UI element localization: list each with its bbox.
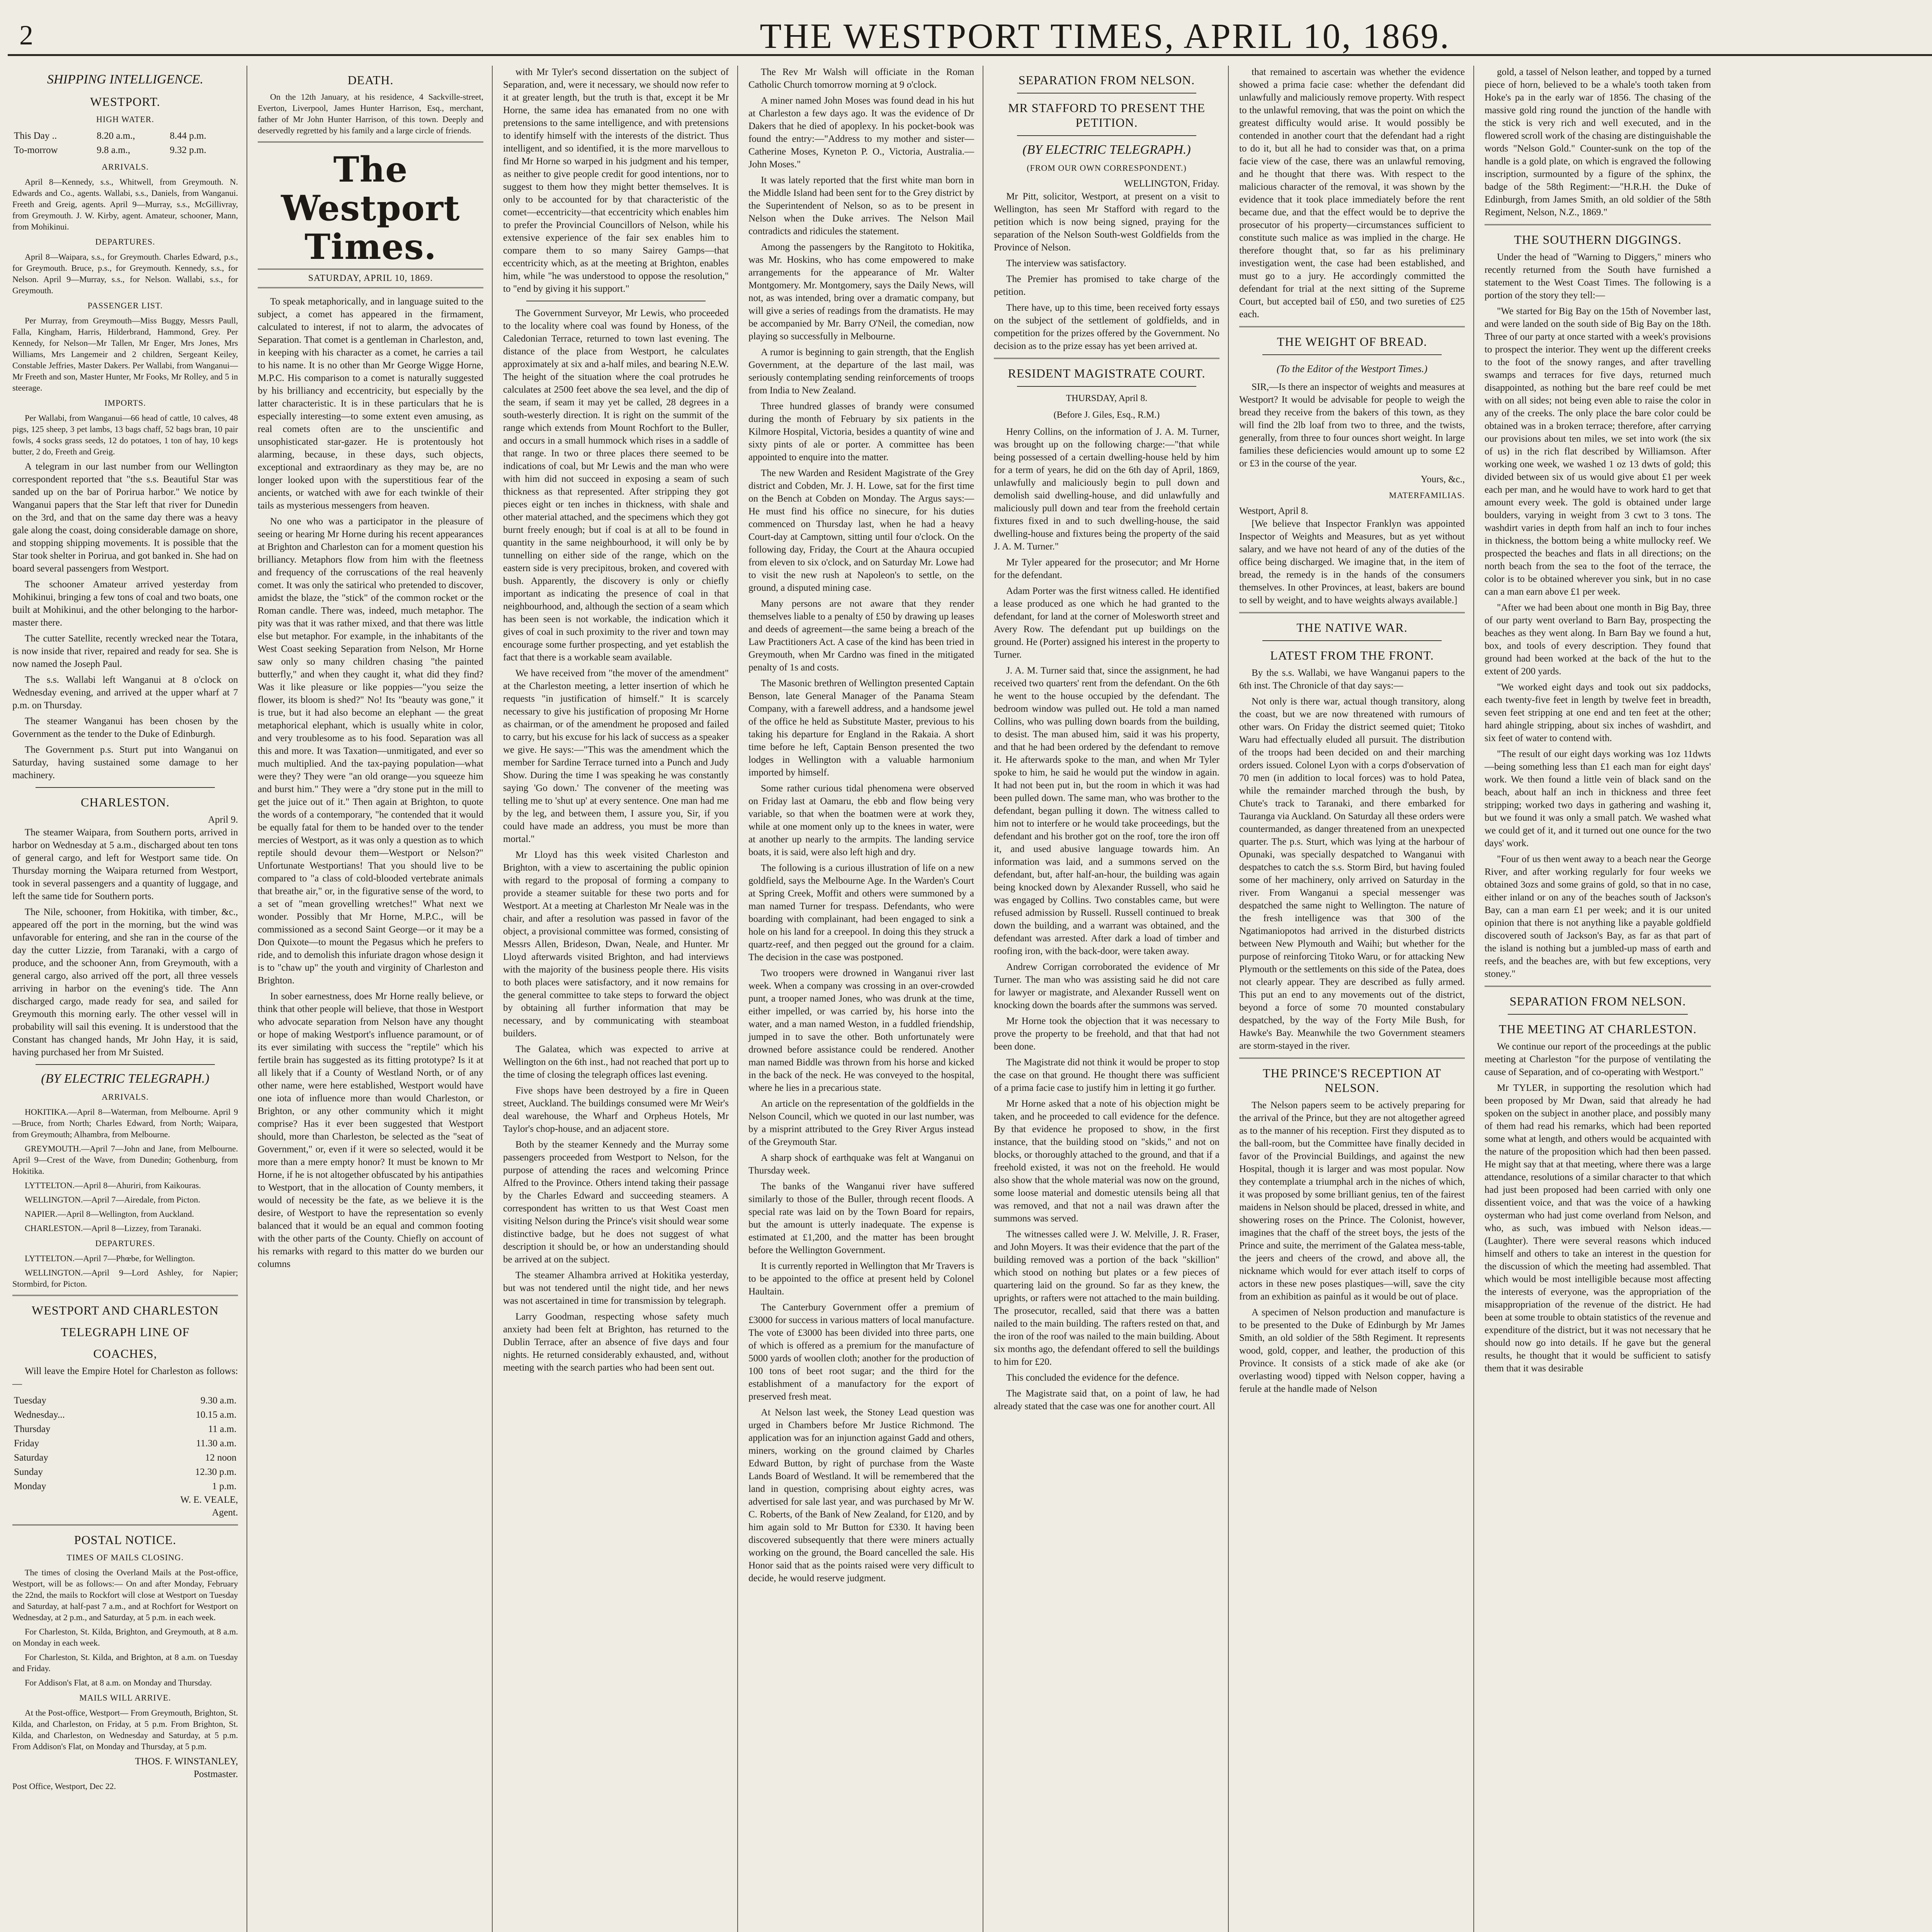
editor-note: [We believe that Inspector Franklyn was appointed Inspector of Weights and Measures, but as yet without salary, and we have not heard of any of the duties of the office being discharged. We imagine that, in the item of bread, the remedy is in the hands of the consumers themselves. In other Provinces, at least, bakers are bound to sell by weight, and to have weights always available.] <box>1239 519 1465 605</box>
columns <box>4 66 1932 1932</box>
electric-departures-heading: DEPARTURES. <box>95 1238 155 1248</box>
shipping-paragraph: The steamer Wanganui has been chosen by the Government as the tender to the Duke of Edinburgh. <box>12 716 238 739</box>
charleston-paragraph: The Nile, schooner, from Hokitika, with timber, &c., appeared off the port in the morning, but the wind was unfavorable for entering, and she ran in the course of the day the cutter Lizzie, from Taranaki, with a cargo of produce, and the schooner Ann, from Greymouth, with a general cargo, also arrived off the port, all three vessels arriving in harbor on the evening's tide. The Ann discharged cargo, made ready for sea, and sailed for Greymouth this morning early. The other vessel will in probability will sail this evening. It is understood that the Constant has changed hands, Mr John Hay, it is said, having purchased her from Mr Suisted. <box>12 907 238 1058</box>
news-paragraph: At Nelson last week, the Stoney Lead question was urged in Chambers before Mr Justice Richmond. The application was for an injunction against Gadd and others, miners, working on the ground claimed by Charles Edward Button, by right of purchase from the Waste Lands Board of Westland. It will be remembered that the land in question, comprising about eighty acres, was advertised for sale last year, and was purchased by Mr W. C. Roberts, of the Bank of New Zealand, for £120, and by him again sold to Mr Button for £330. It having been discovered subsequently that there were miners actually working on the ground, the Board cancelled the sale. His Honor said that as the points raised were very difficult to decide, he would reserve judgment. <box>748 1407 974 1583</box>
divider <box>1017 135 1196 136</box>
electric-heading: (BY ELECTRIC TELEGRAPH.) <box>41 1071 209 1086</box>
electric-entry: WELLINGTON.—April 7—Airedale, from Picton. <box>25 1195 201 1204</box>
postal-paragraph: For Addison's Flat, at 8 a.m. on Monday and Thursday. <box>25 1678 212 1687</box>
court-paragraph: Adam Porter was the first witness called. He identified a lease produced as one which he had granted to the defendant, for land at the corner of Molesworth street and Avery Row. The defendant put up buildings on the ground. He (Porter) assigned his interest in the property to Turner. <box>994 586 1219 660</box>
electric-arrivals-heading: ARRIVALS. <box>102 1092 149 1102</box>
news-paragraph: gold, a tassel of Nelson leather, and topped by a turned piece of horn, believed to be a whale's tooth taken from Hoke's pa in the early war of 1856. The chasing of the massive gold ring round the junction of the handle with the stick is very rich and well executed, and in the flowered scroll work of the chasing are distinguishable the words "Nelson Gold." Counter-sunk on the top of the handle is a gold plate, on which is engraved the following inscription, surmounted by a figure of the sphinx, the badge of the 58th Regiment:—"H.R.H. the Duke of Edinburgh, from James Smith, an old soldier of the 58th Regiment, Nelson, N.Z., 1869." <box>1485 67 1711 218</box>
table-row <box>12 1436 238 1451</box>
news-paragraph: The Government Surveyor, Mr Lewis, who proceeded to the locality where coal was found by Honess, of the Caledonian Terrace, returned to town last evening. The distance of the place from Westport, he calculates approximately at six and a-half miles, and bearing N.E.W. The height of the situation where the coal protrudes he calculates at 2500 feet above the sea level, and the dip of the seam, if seam it may yet be called, 28 degrees in a south-westerly direction. It is right on the summit of the range which extends from Mount Rochfort to the Buller, and occurs in a small hummock which rises in a saddle of that range. In two or three places there seemed to be indications of coal, but Mr Lewis and the man who were with him did not succeed in exposing a seam of such thickness as that represented. After stripping they got pieces eight or ten inches in thickness, with shale and other material attached, and the specimens which they got burnt freely enough; but if coal is at all to be found in quantity in the same neighbourhood, it will only be by tunnelling on either side of the range, which on the eastern side is very precipitous, broken, and covered with bush. Apparently, the discovery is only or chiefly important as indicating the presence of coal in that neighbourhood, and, although the section of a seam which has been seen is not workable, the indication which it gives of coal in such proximity to the river and town may encourage some further prospecting, and yet establish the fact that there is a workable seam available. <box>503 308 729 663</box>
masthead <box>8 12 1932 56</box>
court-paragraph: that remained to ascertain was whether the evidence showed a prima facie case: whether the defendant did unlawfully and maliciously remove property. With respect to the unlawful removing, that was the point on which the greatest difficulty would arise. It would possibly be contended in another court that the defendant had a right to do it, but all he had to consider was that, on a prima facie view of the case, there was an unlawful removing, and he thought that there was. With respect to the malicious character of the removal, it was shown by the evidence that it took place immediately before the rent became due, and that the effect would be to deprive the prosecutor of his property—circumstances sufficient to constitute such malice as was implied in the charge. He therefore thought that, so far as his preliminary investigation went, the case had been established, and must go to a jury. He accordingly committed the defendant for trial at the next sitting of the Supreme Court, but accepted bail of £50, and two sureties of £25 each. <box>1239 67 1465 320</box>
news-paragraph: Two troopers were drowned in Wanganui river last week. When a company was crossing in an over-crowded punt, a trooper named Jones, who was drunk at the time, either impelled, or was carried by, his horse into the water, and a man named Weston, in a fuddled friendship, jumped in to save the other. Both unfortunately were drowned before assistance could be rendered. Another man named Biddle was thrown from his horse and kicked in the back of the neck. He was conveyed to the hospital, where he lies in a precarious state. <box>748 968 974 1093</box>
coach-day: Saturday <box>14 1452 48 1463</box>
postmaster-role: Postmaster. <box>194 1769 238 1779</box>
news-paragraph: Five shops have been destroyed by a fire in Queen street, Auckland. The buildings consumed were Mr Weir's deal warehouse, the Wharf and Orpheus Hotels, Mr Taylor's chop-house, and an adjacent store. <box>503 1085 729 1134</box>
news-paragraph: A rumor is beginning to gain strength, that the English Government, at the departure of the last mail, was seriously contemplating sending reinforcements of troops from India to New Zealand. <box>748 347 974 396</box>
table-row <box>12 1393 238 1408</box>
separation-subheading: MR STAFFORD TO PRESENT THE PETITION. <box>1008 101 1206 129</box>
postal-footer: Post Office, Westport, Dec 22. <box>12 1781 116 1791</box>
news-paragraph: There have, up to this time, been received forty essays on the subject of the settlement of goldfields, and in competition for the prizes offered by the Government. No decision as to the prize essay has yet been arrived at. <box>994 303 1219 351</box>
departures-text: April 8—Waipara, s.s., for Greymouth. Charles Edward, p.s., for Greymouth. Bruce, p.s., for Greymouth. Kennedy, s.s., for Nelson. April 9—Murray, s.s., for Nelson. Wallabi, s.s., for Greymouth. <box>12 252 238 295</box>
electric-entry: LYTTELTON.—April 7—Phœbe, for Wellington. <box>25 1253 195 1263</box>
tide-heading: HIGH WATER. <box>96 114 154 124</box>
shipping-paragraph: The cutter Satellite, recently wrecked near the Totara, is now inside that river, repaired and ready for sea. She is now named the Joseph Paul. <box>12 633 238 669</box>
news-paragraph: "We started for Big Bay on the 15th of November last, and were landed on the south side of Big Bay on the 18th. Three of our party at once started with a week's provisions to prospect the interior. They went up the different creeks to the foot of the snowy ranges, and after travelling swamps and terraces for five days, returned much disappointed, as nothing but the bare reef could be met with on all sides; not being even able to raise the color in any of the creeks. The only place the bare color could be obtained was in a broken terrace; therefore, after carrying our provisions about ten miles, we set into work (the six of us) in the rich flat described by Williamson. After working one week, we washed 1 oz 13 dwts of gold; this divided between six of us would give about £1 per week each per man, and he would have to work hard to get that amount every week. The gold is obtained under large boulders, varying in weight from 3 cwt to 3 tons. The washdirt varies in depth from half an inch to four inches in thickness, the bottom being a white mullocky reef. We prospected the beaches and flats in all directions; on the north beach from the sea to the foot of the terrace, the color is to be obtained wherever you sink, but in no case can a man earn above £1 per week. <box>1485 306 1711 597</box>
news-paragraph: The Canterbury Government offer a premium of £3000 for success in various matters of local manufacture. The vote of £3000 has been divided into three parts, one of which is offered as a premium for the manufacture of 5000 yards of woollen cloth; another for the production of 100 tons of beet root sugar; and the third for the establishment of a manufactory for the export of preserved fresh meat. <box>748 1302 974 1402</box>
news-paragraph: Mr Lloyd has this week visited Charleston and Brighton, with a view to ascertaining the public opinion with regard to the proposal of forming a company to provide a steamer suitable for these two ports and for Westport. At a meeting at Charleston Mr Neale was in the chair, and after a resolution was passed in favor of the object, a provisional committee was formed, consisting of Messrs Allen, Brideson, Dwan, Neale, and Hunter. Mr Lloyd afterwards visited Brighton, and had interviews with the majority of the business people there. His visits to both places were satisfactory, and it now remains for the general committee to take steps to forward the object by obtaining all further information that may be necessary, and by communicating with steamboat builders. <box>503 850 729 1039</box>
charleston-heading: CHARLESTON. <box>81 795 170 809</box>
electric-entry: HOKITIKA.—April 8—Waterman, from Melbourne. April 9—Bruce, from North; Charles Edward, from North; Waipara, from Greymouth; Alhambra, from Melbourne. <box>12 1107 238 1139</box>
court-paragraph: The witnesses called were J. W. Melville, J. R. Fraser, and John Moyers. It was their evidence that the part of the building removed was a portion of the back "skillion" which stood on nothing but plates or a few pieces of quartering laid on the ground. So far as they knew, the uprights, or rafters were not attached to the main building. The prosecutor, recalled, said that there was a batten nailed to the main building. The rafters rested on that, and the iron of the roof was nailed to the main building. About six months ago, the defendant offered to sell the buildings to him for £20. <box>994 1229 1219 1367</box>
coach-timetable <box>12 1393 238 1493</box>
tide-day: To-morrow <box>14 145 58 155</box>
court-paragraph: Mr Horne asked that a note of his objection might be taken, and he proceeded to call evidence for the defence. By that evidence he proposed to show, in the first instance, that the building stood on "skids," and not on blocks, or thoroughly attached to the ground, and that if a freehold existed, it was not on the freehold. He would also show that the whole material was now on the ground, some loose material and domestic utensils being all that was removed, and that not a nail was drawn after the summons was served. <box>994 1099 1219 1224</box>
separation-subheading-2: THE MEETING AT CHARLESTON. <box>1499 1022 1697 1036</box>
news-paragraph: Under the head of "Warning to Diggers," miners who recently returned from the South have furnished a statement to the West Coast Times. The following is a portion of the story they tell:— <box>1485 252 1711 301</box>
divider <box>1017 93 1196 94</box>
letter-place: Westport, April 8. <box>1239 506 1308 516</box>
divider <box>1239 1058 1465 1059</box>
editorial-paragraph: In sober earnestness, does Mr Horne really believe, or think that other people will believe, that those in Westport who advocate separation from Nelson have any thought or hope of making Westport's influence paramount, or of its ever similating with success the "reptile" which his fertile brain has suggested as its fitting prototype? Is it at all likely that if a County of Westland North, or of any other name, were here established, Westport would have one iota of influence more than would Charleston, or Brighton, or any other community which it might comprise? Has it ever been suggested that Westport should, more than Charleston, be selected as the "seat of Government," or, even if it were so selected, would it be more than a mere empty honor? It must be known to Mr Horne, if he is not altogether obfuscated by his antipathies to Westport, that in the allocation of County members, it would of necessity be the fate, as we believe it is the desire, of Westport to have the representation so evenly balanced that it would be an equal and common footing with the other parts of the County. Chiefly on account of his remarks with regard to this matter do we burden our columns <box>258 991 483 1269</box>
editorial-paragraph: No one who was a participator in the pleasure of seeing or hearing Mr Horne during his recent appearances at Brighton and Charleston can for a moment question his brilliancy. Metaphors flow from him with the fleetness and frequency of the corruscations of the real heavenly comet. It was only the satirical who pretended to discover, amidst the blaze, the "stick" of the common rocket or the Roman candle. There was, indeed, much metaphor. The pity was that it was rather mixed, and that there was little else but metaphor. For example, in the inhabitants of the West Coast seeking Separation from Nelson, Mr Horne saw only so many children chasing "the painted butterfly," and when they caught it, what did they find? Was it like pleasure or like poppies—"you seize the flower, its bloom is shed?" No! Its "beauty was gone," it is true, but it had also become an elephant — the great metaphorical elephant, which is usually white in color, and very troublesome as to his food. Separation was all this and more. It was Taxation—unmitigated, and ever so much multiplied. And the tax-paying population—what were they? They were "an old orange—you squeeze him and burst him." They were a "dry stone put in the mill to get the juice out of it." Then again at Brighton, to quote the words of a contemporary, "he contended that it would be equally fatal for them to be handed over to the tender mercies of Westport, as it was only a question as to which reptile should devour them—Westport or Nelson?" Unfortunate Westportians! That you should live to be compared to "a class of cold-blooded vertebrate animals that breathe air," or, in the figurative sense of the word, to a set of "mean grovelling wretches!" What next we wonder. Possibly that Mr Horne, M.P.C., will be commissioned as a second Saint George—or it may be a Don Quixote—to mount the Pegasus which he prefers to ride, and to demolish this infuriate dragon whose design it is to "chaw up" the youth and virginity of Charleston and Brighton. <box>258 516 483 986</box>
table-row <box>12 1451 238 1465</box>
prince-heading: THE PRINCE'S RECEPTION AT NELSON. <box>1263 1066 1441 1095</box>
news-paragraph: Among the passengers by the Rangitoto to Hokitika, was Mr. Hoskins, who has come empowered to make arrangements for the appearance of Mr. Walter Montgomery. Mr. Montgomery, says the Daily News, will not, as was intended, bring over a dramatic company, but will give a series of readings from the dramatists. He may be accompanied by Mr. Barry O'Neil, the comedian, now playing so successfully in Melbourne. <box>748 242 974 342</box>
court-paragraph: Mr Horne took the objection that it was necessary to prove the property to be freehold, and that that had not been done. <box>994 1016 1219 1052</box>
postal-heading: POSTAL NOTICE. <box>74 1533 177 1547</box>
divider <box>1485 986 1711 987</box>
editorial-dateline: SATURDAY, APRIL 10, 1869. <box>258 269 483 288</box>
column-2 <box>249 66 493 1932</box>
coach-ad-heading: COACHES, <box>93 1347 157 1361</box>
column-6 <box>1231 66 1474 1932</box>
news-paragraph: An article on the representation of the goldfields in the Nelson Council, which we quoted in our last number, was by a misprint attributed to the Grey River Argus instead of the Greymouth Star. <box>748 1099 974 1147</box>
charleston-paragraph: The steamer Waipara, from Southern ports, arrived in harbor on Wednesday at 5 a.m., discharged about ten tons of general cargo, and left for Westport same tide. On Thursday morning the Waipara returned from Westport, took in several passengers and a quantity of luggage, and left the same tide for Southern ports. <box>12 827 238 901</box>
news-paragraph: Three hundred glasses of brandy were consumed during the month of February by six patients in the Kilmore Hospital, Victoria, besides a quantity of wine and sixty pints of ale or porter. A committee has been appointed to enquire into the matter. <box>748 401 974 463</box>
charleston-date: April 9. <box>208 815 238 825</box>
coach-day: Wednesday... <box>14 1410 65 1420</box>
coach-day: Sunday <box>14 1467 43 1477</box>
coach-agent-name: W. E. VEALE, <box>180 1495 238 1505</box>
postal-paragraph: For Charleston, St. Kilda, Brighton, and Greymouth, at 8 a.m. on Monday in each week. <box>12 1627 238 1648</box>
shipping-heading: SHIPPING INTELLIGENCE. <box>47 72 204 87</box>
news-paragraph: Larry Goodman, respecting whose safety much anxiety had been felt at Brighton, has returned to the Dublin Terrace, after an absence of five days and four nights. He returned considerably exhausted, and, without meeting with the search parties who had been sent out. <box>503 1311 729 1373</box>
divider <box>1239 612 1465 613</box>
electric-entry: GREYMOUTH.—April 7—John and Jane, from Melbourne. April 9—Crest of the Wave, from Dunedin; Gothenburg, from Hokitika. <box>12 1144 238 1176</box>
postal-paragraph: At the Post-office, Westport— From Greymouth, Brighton, St. Kilda, and Charleston, on Friday, at 5 p.m. From Brighton, St. Kilda, and Charleston, on Wednesday and Saturday, at 5 p.m. From Addison's Flat, on Monday and Thursday, at 5 p.m. <box>12 1708 238 1751</box>
tide-am: 9.8 a.m., <box>97 145 131 155</box>
divider <box>1262 354 1442 355</box>
letter-signoff: Yours, &c., <box>1420 474 1465 485</box>
tide-table <box>12 129 238 157</box>
coach-time: 9.30 a.m. <box>200 1395 236 1406</box>
shipping-paragraph: The Government p.s. Sturt put into Wanganui on Saturday, having sustained some damage to her machinery. <box>12 745 238 781</box>
postmaster-name: THOS. F. WINSTANLEY, <box>135 1756 238 1767</box>
table-row <box>12 1465 238 1479</box>
separation-heading: SEPARATION FROM NELSON. <box>1018 73 1195 87</box>
coach-day: Tuesday <box>14 1395 46 1406</box>
coach-time: 1 p.m. <box>212 1481 236 1492</box>
news-paragraph: Many persons are not aware that they render themselves liable to a penalty of £50 by drawing up leases and deeds of agreement—the same being a breach of the Law Practitioners Act. A case of the kind has been tried in Greymouth, when Mr Cardno was fined in the mitigated penalty of 1s and costs. <box>748 599 974 673</box>
news-paragraph: The Galatea, which was expected to arrive at Wellington on the 6th inst., had not reached that port up to the time of closing the telegraph offices last evening. <box>503 1044 729 1080</box>
column-3 <box>495 66 738 1932</box>
postal-paragraph: For Charleston, St. Kilda, and Brighton, at 8 a.m. on Tuesday and Friday. <box>12 1652 238 1673</box>
coach-time: 12 noon <box>205 1452 236 1463</box>
coach-agent-role: Agent. <box>212 1507 238 1518</box>
letter-signature: MATERFAMILIAS. <box>1389 490 1465 500</box>
column-5 <box>985 66 1229 1932</box>
divider <box>1485 224 1711 225</box>
imports-text: Per Wallabi, from Wanganui—66 head of cattle, 10 calves, 48 pigs, 125 sheep, 3 pet lambs, 13 bags chaff, 52 bags bran, 10 pair fowls, 4 socks grass seeds, 12 do potatoes, 1 ton of hay, 10 kegs butter, 2 do, Freeth and Greig. <box>12 413 238 456</box>
coach-time: 12.30 p.m. <box>195 1467 236 1477</box>
tide-row <box>12 143 238 157</box>
passenger-heading: PASSENGER LIST. <box>87 301 163 310</box>
electric-label: (BY ELECTRIC TELEGRAPH.) <box>1022 143 1191 157</box>
court-paragraph: The Magistrate did not think it would be proper to stop the case on that ground. He thought there was sufficient of a prima facie case to justify him in letting it go further. <box>994 1057 1219 1093</box>
divider <box>1017 386 1196 387</box>
column-1 <box>4 66 247 1932</box>
news-paragraph: The interview was satisfactory. <box>1006 258 1126 269</box>
separation-heading-2: SEPARATION FROM NELSON. <box>1509 994 1686 1008</box>
divider <box>12 1295 238 1296</box>
editorial-paragraph: To speak metaphorically, and in language suited to the subject, a comet has appeared in the firmament, calculated to interest, if not to alarm, the advocates of Separation. That comet is a gentleman in Charleston, and, in keeping with his character as a comet, he carries a tail to his name. It is no other than Mr George Wigge Horne, M.P.C. His comparison to a comet is naturally suggested by his brilliancy and eccentricity, but especially by the latter characteristic. It is in these particulars that he is especially interesting—to some extent even amusing, as real comets often are to the unscientific and unsophisticated star-gazer. He is protentously hot alarming, because, in these days, such objects, exceptional and extraordinary as they may be, are no longer looked upon with the superstitious fear of the ancients, or watched with awe for each twinkle of their tails as mysterious messengers from heaven. <box>258 296 483 511</box>
divider <box>1508 1014 1688 1015</box>
divider <box>258 141 483 143</box>
rm-court-before: (Before J. Giles, Esq., R.M.) <box>1053 410 1160 420</box>
court-paragraph: The Magistrate said that, on a point of law, he had already stated that the case was one for another court. All <box>994 1388 1219 1412</box>
news-paragraph: The new Warden and Resident Magistrate of the Grey district and Cobden, Mr. J. H. Lowe, sat for the first time on the Bench at Cobden on Monday. The Argus says:—He must find his office no sinecure, for his duties commenced on Thursday last, when he had a heavy Court-day at Camptown, sitting until four o'clock. On the following day, Friday, the Court at the Ahaura occupied from eleven to six o'clock, and on Saturday Mr. Lowe had to visit the new rush at Napoleon's to settle, on the ground, a disputed mining case. <box>748 468 974 593</box>
newspaper-title: THE WESTPORT TIMES, APRIL 10, 1869. <box>760 16 1451 56</box>
tide-day: This Day .. <box>14 131 57 141</box>
news-paragraph: "The result of our eight days working was 1oz 11dwts—being something less than £1 each man for eight days' work. We then found a little vein of black sand on the beach, about half an inch in thickness and three feet stripping; worked two days in gathering and washing it, but we found it was only a small patch. We washed what we could get of it, and it turned out one ounce for the two days' work. <box>1485 749 1711 849</box>
divider <box>12 1524 238 1526</box>
news-paragraph: Not only is there war, actual though transitory, along the coast, but we are now threatened with rumours of other wars. On Friday the district seemed quiet; Titoko Waru had effectually eluded all pursuit. The distribution of the troops had been decided on and their marching orders issued. Colonel Lyon with a corps d'observation of 70 men (in addition to local forces) was to hold Patea, while the remainder marched through the bush, by Chute's track to Taranaki, and there embarked for Tauranga via Auckland. On Saturday all these orders were countermanded, as danger threatened from an unexpected quarter. The p.s. Sturt, which was lying at the harbour of Opunaki, was specially despatched to Wanganui with despatches to catch the s.s. Storm Bird, but having fouled some of her machinery, only arrived on Saturday in the river. From Wanganui a special messenger was despatched the same night to Wellington. The nature of the fresh intelligence was that 300 of the Ngatimaniopotos had arrived in the disturbed districts between New Plymouth and Waihi; but whether for the purpose of reinforcing Titoko Waru, or for attacking New Plymouth or the settlements on this side of the Patea, does not clearly appear. They are described as fully armed. This put an end to any movements out of the district, beyond a force of some 70 mounted constabulary despatched, by the way of the Forty Mile Bush, for Hawke's Bay. Meanwhile the two Government steamers are storm-stayed in the river. <box>1239 696 1465 1051</box>
column-7 <box>1476 66 1719 1932</box>
arrivals-text: April 8—Kennedy, s.s., Whitwell, from Greymouth. N. Edwards and Co., agents. Wallabi, s.s., Daniels, from Wanganui. Freeth and Greig, agents. April 9—Murray, s.s., McGillivray, from Greymouth. J. W. Kirby, agent. Amateur, schooner, Mann, from Mohikinui. <box>12 177 238 231</box>
imports-heading: IMPORTS. <box>104 398 146 408</box>
news-paragraph: "After we had been about one month in Big Bay, three of our party went overland to Barn Bay, prospecting the beaches as they went along. In Barn Bay we found a hut, box, and tools of every description. They found that ground had been worked at the back of the hut to the extent of 200 yards. <box>1485 602 1711 677</box>
court-paragraph: J. A. M. Turner said that, since the assignment, he had received two quarters' rent from the defendant. On the 6th he went to the house occupied by the defendant. The bedroom window was pulled out. He told a man named Collins, who was pulling down boards from the building, to desist. The man abused him, said it was his property, and that he had been ordered by the defendant to remove it. He afterwards spoke to the man, and when Mr Tyler spoke to him, he said he would put the window in again. It had not been put in, but the room in which it was had been pulled down. The same man, who was brother to the defendant, began pulling it down. The witness called to him not to interfere or he would take proceedings, but the defendant and his brother got on the roof, tore the iron off it, and used abusive language towards him. An information was laid, and a summons served on the defendant, but, after half-an-hour, the building was again being knocked down by Alexander Russell, who said he was engaged by Collins. Two constables came, but were refused admission by Russell. Russell continued to break down the building, and a warrant was obtained, and the defendant was arrested. After dark a load of timber and roofing iron, with the back-door, were taken away. <box>994 665 1219 956</box>
shipping-paragraph: The s.s. Wallabi left Wanganui at 8 o'clock on Wednesday evening, and arrived at the upper wharf at 7 p.m. on Thursday. <box>12 675 238 711</box>
coach-ad-heading: WESTPORT AND CHARLESTON <box>32 1303 219 1317</box>
news-paragraph: The following is a curious illustration of life on a new goldfield, says the Melbourne Age. In the Warden's Court at Spring Creek, Moffit and others were summoned by a man named Turner for trespass. Defendants, who were boarding with complainant, had been engaged to sink a hole on his land for a creepool. In doing this they struck a quartz-reef, and then pegged out the ground for a claim. The decision in the case was postponed. <box>748 863 974 963</box>
coach-day: Thursday <box>14 1424 51 1434</box>
coach-day: Friday <box>14 1438 39 1449</box>
electric-entry: LYTTELTON.—April 8—Ahuriri, from Kaikouras. <box>25 1180 201 1190</box>
rm-court-heading: RESIDENT MAGISTRATE COURT. <box>1008 366 1206 380</box>
news-paragraph: "Four of us then went away to a beach near the George River, and after working regularly for four weeks we obtained 3ozs and some grains of gold, so that in no case, either inland or on any of the beaches south of Jackson's Bay, can a man earn £1 per week; and it is our united opinion that there is not anything like a payable goldfield discovered south of Jackson's Bay, as far as that part of the island is nothing but a jumbled-up mass of earth and reefs, and the beaches are, with but few exceptions, very stoney." <box>1485 854 1711 979</box>
rm-court-date: THURSDAY, April 8. <box>1066 393 1148 403</box>
news-paragraph: The steamer Alhambra arrived at Hokitika yesterday, but was not tendered until the night tide, and her news was not ascertained in time for transmission by telegraph. <box>503 1270 729 1306</box>
news-paragraph: "We worked eight days and took out six paddocks, each twenty-five feet in length by twelve feet in breadth, seven feet stripping at one end and ten feet at the other; hard ahingle stripping, about six inches of washdirt, and six feet of water to contend with. <box>1485 682 1711 743</box>
news-paragraph: with Mr Tyler's second dissertation on the subject of Separation, and, were it necessary, we should now refer to it at greater length, but the truth is that, except it be Mr Horne, the same idea has emanated from no one with pretensions to the same intelligence, and with pretensions to identify himself with the interests of the district. Thus intelligent, and so identified, it is the more marvellous to find Mr Horne so warped in his judgment and his temper, as neither to give people credit for good intentions, nor to suggest to them how they might better themselves. It is only to be accounted for by that characteristic of the comet—eccentricity—that eccentricity which enables him to prefer the Provincial Councillors of Nelson, while his extensive experience of the fair sex enables him to compare them to so many Sairey Gamps—that eccentricity which, as at the meeting at Brighton, enables him, while "he was understood to oppose the resolution," to "end by giving it his support." <box>503 67 729 294</box>
court-paragraph: Andrew Corrigan corroborated the evidence of Mr Turner. The man who was assisting said he did not care for lawyer or magistrate, and Alexander Russell went on knocking down the boards after the summons was served. <box>994 962 1219 1010</box>
court-paragraph: This concluded the evidence for the defence. <box>1006 1372 1179 1383</box>
newspaper-flag: The Westport Times. <box>281 149 460 267</box>
dateline: WELLINGTON, Friday. <box>1124 179 1219 189</box>
news-paragraph: A sharp shock of earthquake was felt at Wanganui on Thursday week. <box>748 1153 974 1176</box>
court-paragraph: Mr Tyler appeared for the prosecutor; and Mr Horne for the defendant. <box>994 557 1219 580</box>
passenger-text: Per Murray, from Greymouth—Miss Buggy, Messrs Paull, Falla, Kingham, Harris, Hilderbrand, Hammond, Grey. Per Kennedy, for Nelson—Mr Tallen, Mr Enger, Mrs Jones, Mrs Williams, Mrs Langemeir and 2 children, Sergeant Keiley, Constable Jeffries, Master Dakers. Per Wallabi, from Wanganui—Mr Freeth and son, Master Hunter, Mr Fooks, Mr Rolley, and 5 in steerage. <box>12 316 238 393</box>
bread-heading: THE WEIGHT OF BREAD. <box>1277 335 1427 349</box>
correspondent-label: (FROM OUR OWN CORRESPONDENT.) <box>1027 163 1187 173</box>
news-paragraph: It was lately reported that the first white man born in the Middle Island had been sent for to the Grey district by the Superintendent of Nelson, so as to be present in Nelson when the Duke arrives. The Nelson Mail contradicts and ridicules the statement. <box>748 175 974 236</box>
electric-entry: WELLINGTON.—April 9—Lord Ashley, for Napier; Stormbird, for Picton. <box>12 1268 238 1289</box>
divider <box>36 787 215 788</box>
postal-subheading: TIMES OF MAILS CLOSING. <box>66 1553 184 1562</box>
news-paragraph: Mr Pitt, solicitor, Westport, at present on a visit to Wellington, has seen Mr Stafford with regard to the petition which is now being signed, praying for the separation of the Nelson South-west Goldfields from the Province of Nelson. <box>994 191 1219 253</box>
coach-intro: Will leave the Empire Hotel for Charleston as follows:— <box>12 1366 238 1389</box>
coach-day: Monday <box>14 1481 46 1492</box>
war-subheading: LATEST FROM THE FRONT. <box>1270 648 1434 662</box>
divider <box>1239 326 1465 327</box>
departures-heading: DEPARTURES. <box>95 237 155 247</box>
court-paragraph: Henry Collins, on the information of J. A. M. Turner, was brought up on the following charge:—"that while being possessed of a certain dwelling-house held by him for a term of years, he did on the 6th day of April, 1869, unlawfully and maliciously begin to pull down and demolish said dwelling-house, and did unlawfully and maliciously pull down and tear from the freehold certain fixtures fixed in and to such dwelling-house, the said dwelling-house and fixtures being the property of the said J. A. M. Turner." <box>994 427 1219 552</box>
column-4 <box>740 66 983 1932</box>
table-row <box>12 1422 238 1436</box>
coach-time: 10.15 a.m. <box>196 1410 236 1420</box>
tide-am: 8.20 a.m., <box>97 131 135 141</box>
death-notice: On the 12th January, at his residence, 4 Sackville-street, Everton, Liverpool, James Hunter Harrison, Esq., merchant, father of Mr John Hunter Harrison, of this town. Deeply and deservedly regretted by his family and a large circle of friends. <box>258 92 483 135</box>
news-paragraph: Both by the steamer Kennedy and the Murray some passengers proceeded from Westport to Nelson, for the purpose of attending the races and welcoming Prince Alfred to the Province. Others intend taking their passage by the Charles Edward and succeeding steamers. A correspondent has written to us that West Coast men visiting Nelson during the Prince's visit should wear some distinctive badge, but he does not suggest of what description it should be, or how an understanding should be arrived at on the subject. <box>503 1139 729 1265</box>
bread-to-editor: (To the Editor of the Westport Times.) <box>1276 363 1428 374</box>
shipping-paragraph: The schooner Amateur arrived yesterday from Mohikinui, bringing a few tons of coal and two boats, one built at Mohikinui, and the other belonging to the harbor-master there. <box>12 579 238 628</box>
divider <box>36 1064 215 1065</box>
death-heading: DEATH. <box>347 73 394 87</box>
letter-paragraph: SIR,—Is there an inspector of weights and measures at Westport? It would be advisable for people to weigh the bread they receive from the bakers of this town, as they will find the 2lb loaf from two to three, and the twists, generally, from three to four ounces short weight. In large families these deficiencies would amount up to some £2 or £3 in the course of the year. <box>1239 382 1465 469</box>
divider <box>994 358 1219 359</box>
postal-arrive-heading: MAILS WILL ARRIVE. <box>79 1693 171 1702</box>
shipping-paragraph: A telegram in our last number from our Wellington correspondent reported that "the s.s. Beautiful Star was sanded up on the bar of Porirua harbor." We notice by Wanganui papers that the Star left that river for Dunedin on the 3rd, and that on the same day there was a heavy gale along the coast, doing considerable damage on shore, and stopping shipping movements. It is possible that the Star took shelter in Porirua, and got banked in. She had on board several passengers from Westport. <box>12 461 238 574</box>
postal-paragraph: The times of closing the Overland Mails at the Post-office, Westport, will be as follows:— On and after Monday, February the 22nd, the mails to Rockfort will close at Westport on Tuesday and Saturday, at half-past 7 a.m., and at Rochfort for Westport on Wednesday, at 2 p.m., and Saturday, at 5 p.m. in each week. <box>12 1568 238 1622</box>
news-paragraph: A specimen of Nelson production and manufacture is to be presented to the Duke of Edinburgh by Mr James Smith, an old soldier of the 58th Regiment. It represents wood, gold, copper, and leather, the production of this Province. It consists of a stick made of ake ake (or overlasting wood) tipped with Nelson copper, having a ferule at the handle made of Nelson <box>1239 1307 1465 1394</box>
coach-ad-heading: TELEGRAPH LINE OF <box>61 1325 190 1339</box>
tide-row <box>12 129 238 143</box>
port-heading: WESTPORT. <box>90 95 160 109</box>
tide-pm: 9.32 p.m. <box>170 145 206 155</box>
news-paragraph: The Rev Mr Walsh will officiate in the Roman Catholic Church tomorrow morning at 9 o'clock. <box>748 67 974 90</box>
table-row <box>12 1479 238 1493</box>
southern-heading: THE SOUTHERN DIGGINGS. <box>1514 233 1682 247</box>
news-paragraph: The banks of the Wanganui river have suffered similarly to those of the Buller, through recent floods. A special rate was laid on by the Town Board for repairs, but the amount is utterly inadequate. The expense is estimated at £1,200, and the matter has been brought before the Wellington Government. <box>748 1181 974 1255</box>
electric-entry: CHARLESTON.—April 8—Lizzey, from Taranaki. <box>25 1223 201 1233</box>
news-paragraph: We continue our report of the proceedings at the public meeting at Charleston "for the purpose of ventilating the cause of Separation, and of co-operating with Westport." <box>1485 1041 1711 1077</box>
news-paragraph: We have received from "the mover of the amendment" at the Charleston meeting, a letter insertion of which he requests "in justification of himself." It is scarcely necessary to give his justification of proposing Mr Horne as chairman, or of the amendment he proposed and failed to carry, but his excuse for his lack of success as a speaker we give. He says:—"This was the amendment which the member for Sardine Terrace turned into a Punch and Judy Show. During the time I was speaking he was constantly saying 'Go down.' The convener of the meeting was telling me to 'shut up' at every sentence. One man had me by the leg, and between them, I assure you, Sir, if you could have made an address, you must be more than mortal." <box>503 668 729 844</box>
coach-time: 11 a.m. <box>208 1424 236 1434</box>
news-paragraph: A miner named John Moses was found dead in his hut at Charleston a few days ago. It was the evidence of Dr Dakers that he died of apoplexy. In his pocket-book was found the entry:—"Address to my mother and sister—Catherine Moses, Kyneton P. O., Victoria, Australia.—John Moses." <box>748 95 974 170</box>
page-number: 2 <box>19 20 33 51</box>
news-paragraph: It is currently reported in Wellington that Mr Travers is to be appointed to the office at present held by Colonel Haultain. <box>748 1261 974 1297</box>
news-paragraph: By the s.s. Wallabi, we have Wanganui papers to the 6th inst. The Chronicle of that day says:— <box>1239 668 1465 691</box>
tide-pm: 8.44 p.m. <box>170 131 206 141</box>
news-paragraph: Some rather curious tidal phenomena were observed on Friday last at Oamaru, the ebb and flow being very variable, so that when the boatmen were at work they, while at one moment only up to the knees in water, were at another up nearly to the armpits. The landing service boats, it is said, were also left high and dry. <box>748 783 974 857</box>
news-paragraph: The Masonic brethren of Wellington presented Captain Benson, late General Manager of the Panama Steam Company, with a farewell address, and a handsome jewel of the office he held as Substitute Master, previous to his taking his departure for England in the Rakaia. A short time before he left, Captain Benson presented the two lodges in Wellington with a valuable harmonium imported by himself. <box>748 678 974 778</box>
divider <box>1262 640 1442 641</box>
arrivals-heading: ARRIVALS. <box>102 162 149 172</box>
news-paragraph: The Premier has promised to take charge of the petition. <box>994 274 1219 297</box>
electric-entry: NAPIER.—April 8—Wellington, from Auckland. <box>25 1209 194 1219</box>
news-paragraph: The Nelson papers seem to be actively preparing for the arrival of the Prince, but they are not altogether agreed as to the manner of his reception. First they disputed as to the ball-room, but the Committee have finally decided in favor of the Provincial Buildings, and against the new Hospital, though it is larger and was most popular. Now they contemplate a triumphal arch in the niches of which, it was proposed by some brilliant genius, ten of the fairest maidens in Nelson should be placed, dressed in white, and showering roses on the Prince. The Colonist, however, imagines that the chaff of the street boys, the jests of the Prince and suite, the merriment of the Galatea mess-table, the jeers and cheers of the crowd, and above all, the nickname which would for ever attach itself to corps of actors in these new poses plastiques—will, save the city from an exhibition as painful as it would be out of place. <box>1239 1100 1465 1302</box>
news-paragraph: Mr TYLER, in supporting the resolution which had been proposed by Mr Dwan, said that already he had spoken on the subject in another place, and possibly many of them had read his remarks, which had been reported some what at length, and others would be acquainted with the nature of the proposition which had then been passed. He might say that at that meeting, where there was a large attendance, resolutions of a similar character to that which had just been proposed had been carried with only one dissentient voice, and that was the voice of a hawking oysterman who had just come overland from Nelson, and who, as such, was imbued with Nelson ideas.—(Laughter). There were several reasons which induced himself and others to take an interest in the question for the discussion of which the meeting had assembled. That which would be most intelligible because most affecting the interests of everyone, was the appropriation of the misappropriation of the revenue of the district. He had been at some trouble to obtain statistics of the revenue and expenditure of the district, but it was not necessary that he should now go into details. If he gave but the general results, he thought that it would be sufficient to satisfy them that it was desirable <box>1485 1083 1711 1374</box>
table-row <box>12 1408 238 1422</box>
war-heading: THE NATIVE WAR. <box>1296 621 1408 634</box>
coach-time: 11.30 a.m. <box>196 1438 236 1449</box>
